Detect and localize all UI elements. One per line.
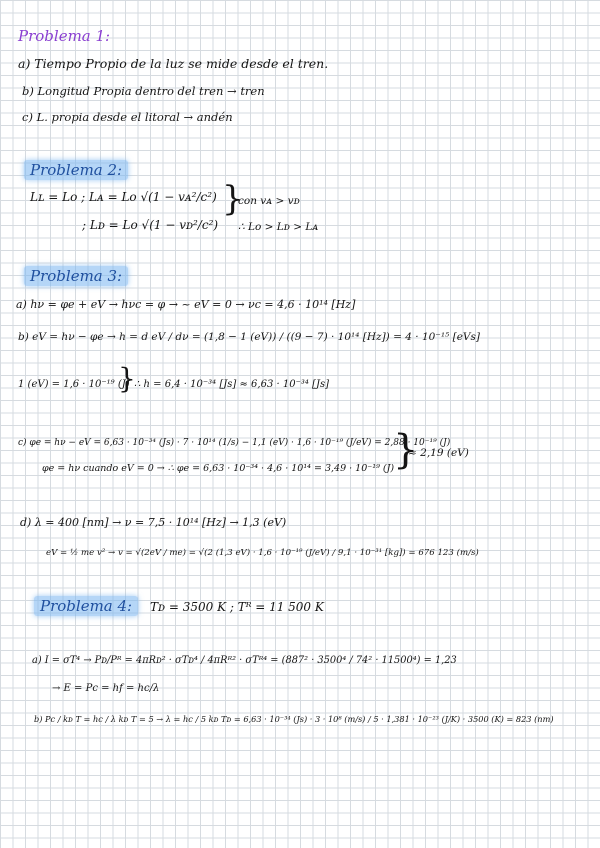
problem-3-c-brace: } [393,427,419,473]
problem-2-line-2: ; Lᴅ = Lo √(1 − vᴅ²/c²) [82,218,219,232]
problem-3-part-b-1: b) eV = hν − φe → h = d eV / dν = (1,8 − 1 (eV)) / ((9 − 7) · 10¹⁴ [Hz]) = 4 · 10⁻¹⁵ [eVs] [18,331,480,343]
problem-2-result: ∴ Lo > Lᴅ > Lᴀ [238,221,319,233]
problem-2-line-1: Lʟ = Lo ; Lᴀ = Lo √(1 − vᴀ²/c²) [30,190,217,204]
problem-2-brace: } [222,179,244,219]
problem-3-part-c-2: φe = hν cuando eV = 0 → ∴ φe = 6,63 · 10⁻³⁴ · 4,6 · 10¹⁴ = 3,49 · 10⁻¹⁹ (J) [42,463,395,474]
problem-3-c-result: ≈ 2,19 (eV) [408,447,469,459]
problem-1-title: Problema 1: [18,27,111,45]
problem-3-part-a: a) hν = φe + eV → hνc = φ → ~ eV = 0 → νc = 4,6 · 10¹⁴ [Hz] [16,298,356,311]
problem-1-part-b: b) Longitud Propia dentro del tren → tren [22,84,265,98]
problem-4-part-a-1: a) I = σT⁴ → Pᴅ/Pᴿ = 4πRᴅ² · σTᴅ⁴ / 4πRᴿ² · σTᴿ⁴ = (887² · 3500⁴ / 74² · 11500⁴) = 1,23 [32,655,457,666]
problem-4-part-b: b) Pc / kᴅ T = hc / λ kᴅ T = 5 → λ = hc / 5 kᴅ Tᴅ = 6,63 · 10⁻³⁴ (Js) · 3 · 10⁸ (m/s) / 5 · 1,381 · 10⁻²³ (J/K) · 3500 (K) = 823 (nm) [34,714,554,724]
problem-3-part-d-2: eV = ½ me v² → v = √(2eV / me) = √(2 (1,3 eV) · 1,6 · 10⁻¹⁹ (J/eV) / 9,1 · 10⁻³¹ [kg]) = 676 123 (m/s) [46,548,479,558]
problem-1-part-a: a) Tiempo Propio de la luz se mide desde el tren. [18,56,329,71]
problem-3-part-b-3: ∴ h = 6,4 · 10⁻³⁴ [Js] ≈ 6,63 · 10⁻³⁴ [Js] [134,379,329,390]
problem-3-b-brace: } [118,362,136,395]
problem-2-title: Problema 2: [24,160,128,180]
problem-4-temperatures: Tᴅ = 3500 K ; Tᴿ = 11 500 K [150,600,324,614]
problem-3-part-d-1: d) λ = 400 [nm] → ν = 7,5 · 10¹⁴ [Hz] → 1,3 (eV) [20,516,287,529]
problem-3-part-b-2: 1 (eV) = 1,6 · 10⁻¹⁹ (J) [18,379,130,390]
problem-3-part-c-1: c) φe = hν − eV = 6,63 · 10⁻³⁴ (Js) · 7 · 10¹⁴ (1/s) − 1,1 (eV) · 1,6 · 10⁻¹⁹ (J/eV) = 2,88 · 10⁻¹⁹ (J) [18,438,451,448]
problem-1-part-c: c) L. propia desde el litoral → andén [22,110,233,124]
problem-4-title: Problema 4: [34,596,138,616]
problem-4-part-a-2: → E = Pc = hf = hc/λ [52,683,160,694]
problem-3-title: Problema 3: [24,266,128,286]
problem-2-condition: con vᴀ > vᴅ [238,195,300,207]
